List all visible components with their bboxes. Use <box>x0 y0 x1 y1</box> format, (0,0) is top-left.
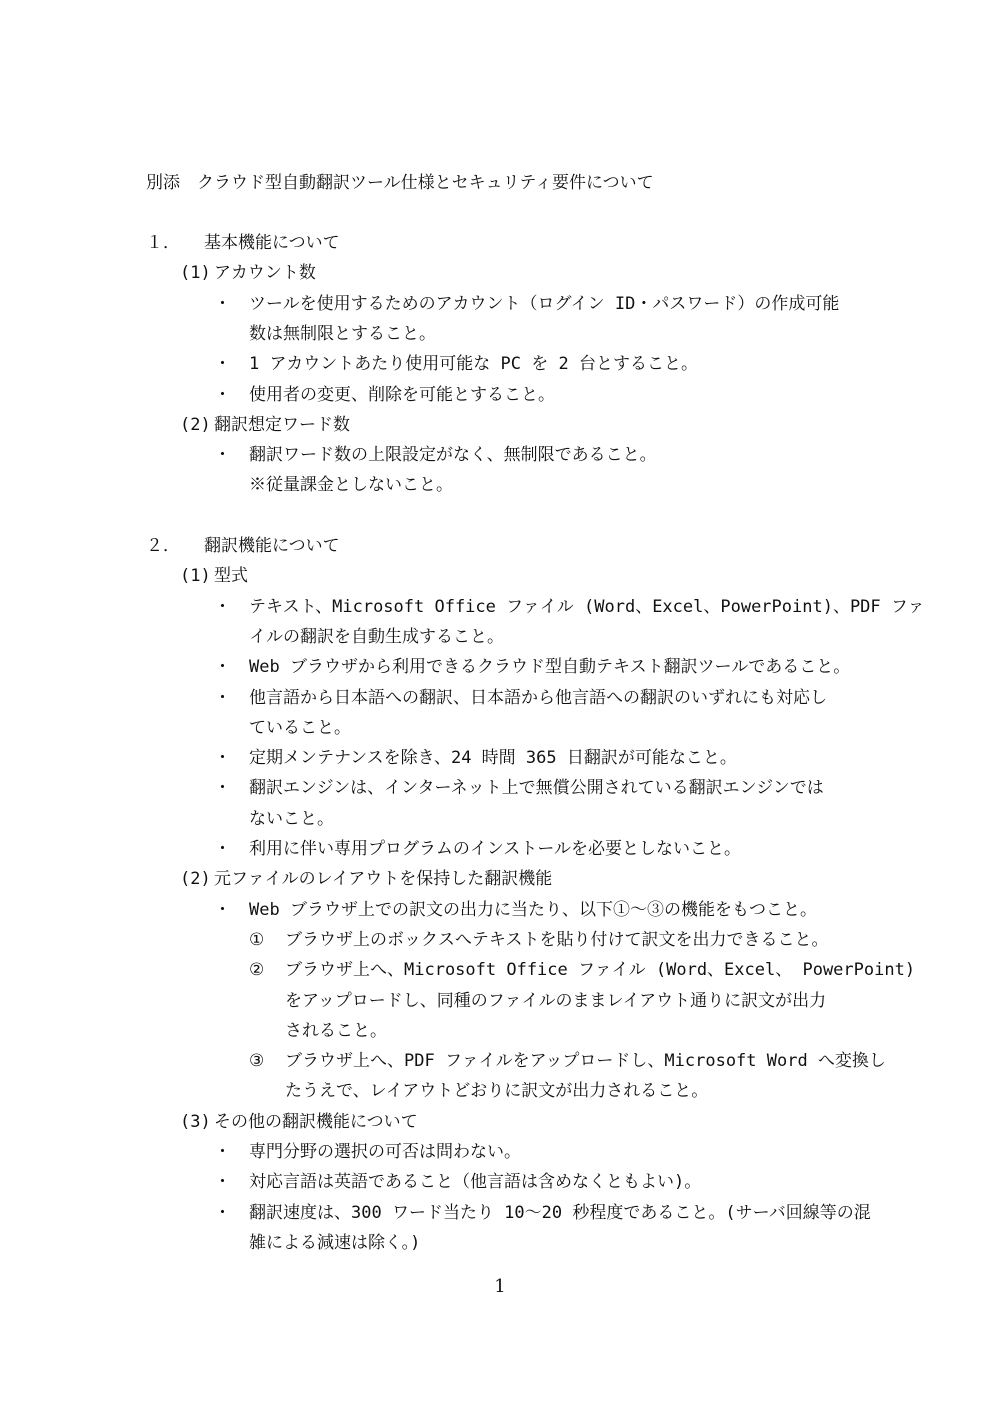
bullet-text: 1 アカウントあたり使用可能な PC を 2 台とすること。 <box>249 354 698 375</box>
numbered-item-mark: ③ <box>249 1051 265 1072</box>
bullet-mark: ・ <box>214 899 231 920</box>
bullet-text: 数は無制限とすること。 <box>249 323 436 344</box>
bullet-text: 定期メンテナンスを除き、24 時間 365 日翻訳が可能なこと。 <box>249 748 737 769</box>
bullet-text: ※従量課金としないこと。 <box>249 475 453 496</box>
bullet-text: 対応言語は英語であること（他言語は含めなくともよい)。 <box>249 1172 702 1193</box>
bullet-text: テキスト、Microsoft Office ファイル (Word、Excel、PowerPoint)、PDF ファ <box>249 596 925 617</box>
numbered-item-text: たうえで、レイアウトどおりに訳文が出力されること。 <box>285 1081 709 1102</box>
bullet-mark: ・ <box>214 354 231 375</box>
numbered-item-text: ブラウザ上のボックスへテキストを貼り付けて訳文を出力できること。 <box>285 929 829 950</box>
subsection-heading: 型式 <box>214 566 248 587</box>
section-heading: 基本機能について <box>204 233 340 253</box>
subsection-heading: 翻訳想定ワード数 <box>214 414 350 435</box>
subsection-number: (2) <box>180 414 211 435</box>
subsection-number: (3) <box>180 1111 211 1132</box>
bullet-mark: ・ <box>214 839 231 859</box>
bullet-mark: ・ <box>214 293 231 314</box>
numbered-item-text: されること。 <box>285 1020 387 1041</box>
bullet-text: 翻訳ワード数の上限設定がなく、無制限であること。 <box>249 445 657 466</box>
section-number: ２． <box>146 536 180 556</box>
bullet-mark: ・ <box>214 1142 231 1162</box>
bullet-text: ていること。 <box>249 717 351 738</box>
bullet-mark: ・ <box>214 687 231 708</box>
bullet-text: 使用者の変更、削除を可能とすること。 <box>249 384 555 405</box>
page-number: 1 <box>494 1276 506 1297</box>
bullet-text: イルの翻訳を自動生成すること。 <box>249 626 504 647</box>
bullet-text: Web ブラウザ上での訳文の出力に当たり、以下①～③の機能をもつこと。 <box>249 899 817 920</box>
subsection-heading: アカウント数 <box>214 263 316 284</box>
numbered-item-text: をアップロードし、同種のファイルのままレイアウト通りに訳文が出力 <box>285 990 827 1011</box>
bullet-mark: ・ <box>214 1202 231 1223</box>
numbered-item-mark: ② <box>249 960 265 981</box>
bullet-text: 利用に伴い専用プログラムのインストールを必要としないこと。 <box>249 839 741 859</box>
bullet-text: 雑による減速は除く。) <box>249 1232 421 1253</box>
document-title: 別添 クラウド型自動翻訳ツール仕様とセキュリティ要件について <box>146 173 654 193</box>
bullet-mark: ・ <box>214 657 231 678</box>
bullet-text: 専門分野の選択の可否は問わない。 <box>249 1142 521 1162</box>
bullet-text: 翻訳速度は、300 ワード当たり 10～20 秒程度であること。(サーバ回線等の混 <box>249 1202 871 1223</box>
subsection-number: (1) <box>180 263 211 284</box>
bullet-text: Web ブラウザから利用できるクラウド型自動テキスト翻訳ツールであること。 <box>249 657 851 678</box>
numbered-item-text: ブラウザ上へ、PDF ファイルをアップロードし、Microsoft Word へ変換し <box>285 1051 886 1072</box>
numbered-item-mark: ① <box>249 929 265 950</box>
numbered-item-text: ブラウザ上へ、Microsoft Office ファイル (Word、Excel、 PowerPoint) <box>285 960 916 981</box>
section-heading: 翻訳機能について <box>204 536 340 556</box>
bullet-text: 翻訳エンジンは、インターネット上で無償公開されている翻訳エンジンでは <box>249 778 824 799</box>
subsection-number: (1) <box>180 566 211 587</box>
bullet-mark: ・ <box>214 445 231 466</box>
bullet-text: ツールを使用するためのアカウント（ログイン ID・パスワード）の作成可能 <box>249 293 840 314</box>
subsection-heading: その他の翻訳機能について <box>214 1111 418 1132</box>
bullet-text: 他言語から日本語への翻訳、日本語から他言語への翻訳のいずれにも対応し <box>249 687 827 708</box>
section-number: １． <box>146 233 180 253</box>
bullet-mark: ・ <box>214 778 231 799</box>
subsection-heading: 元ファイルのレイアウトを保持した翻訳機能 <box>214 869 553 890</box>
bullet-mark: ・ <box>214 1172 231 1193</box>
bullet-mark: ・ <box>214 748 231 769</box>
bullet-mark: ・ <box>214 384 231 405</box>
bullet-text: ないこと。 <box>249 808 334 829</box>
subsection-number: (2) <box>180 869 211 890</box>
bullet-mark: ・ <box>214 596 231 617</box>
